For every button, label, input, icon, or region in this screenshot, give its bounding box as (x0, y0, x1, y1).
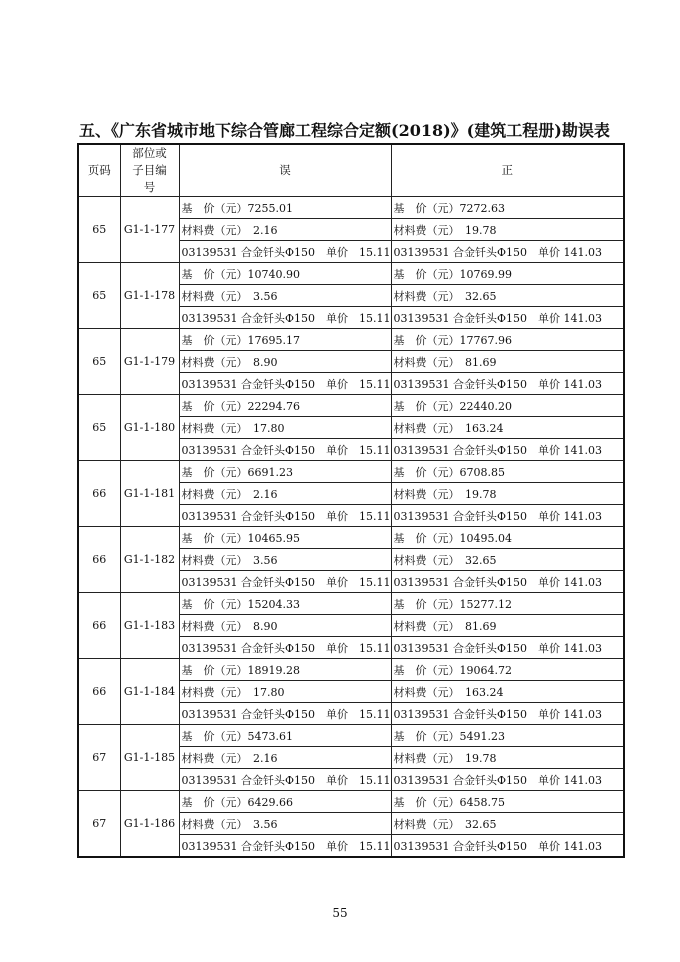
right-line: 基 价（元）10769.99 (391, 263, 624, 285)
wrong-line: 基 价（元）6691.23 (179, 461, 391, 483)
wrong-line: 基 价（元）5473.61 (179, 725, 391, 747)
right-line: 基 价（元）10495.04 (391, 527, 624, 549)
code-cell: G1-1-185 (120, 725, 179, 791)
wrong-line: 材料费（元） 17.80 (179, 681, 391, 703)
wrong-line: 03139531 合金钎头Φ150 单价 15.11 (179, 571, 391, 593)
right-line: 材料费（元） 32.65 (391, 549, 624, 571)
page-cell: 65 (78, 197, 120, 263)
header-wrong: 误 (179, 144, 391, 197)
right-line: 03139531 合金钎头Φ150 单价 141.03 (391, 769, 624, 791)
header-code-label: 部位或子目编号 (132, 146, 167, 194)
wrong-line: 材料费（元） 3.56 (179, 549, 391, 571)
right-line: 基 价（元）19064.72 (391, 659, 624, 681)
wrong-line: 基 价（元）18919.28 (179, 659, 391, 681)
right-line: 材料费（元） 32.65 (391, 285, 624, 307)
right-line: 材料费（元） 81.69 (391, 615, 624, 637)
right-line: 03139531 合金钎头Φ150 单价 141.03 (391, 241, 624, 263)
right-line: 03139531 合金钎头Φ150 单价 141.03 (391, 571, 624, 593)
wrong-line: 材料费（元） 17.80 (179, 417, 391, 439)
code-cell: G1-1-178 (120, 263, 179, 329)
right-line: 03139531 合金钎头Φ150 单价 141.03 (391, 307, 624, 329)
wrong-line: 基 价（元）10740.90 (179, 263, 391, 285)
right-line: 基 价（元）22440.20 (391, 395, 624, 417)
right-line: 材料费（元） 19.78 (391, 747, 624, 769)
wrong-line: 基 价（元）17695.17 (179, 329, 391, 351)
code-cell: G1-1-184 (120, 659, 179, 725)
wrong-line: 材料费（元） 8.90 (179, 351, 391, 373)
header-code (120, 144, 179, 197)
table-row (78, 527, 624, 549)
table-body (78, 197, 624, 858)
wrong-line: 03139531 合金钎头Φ150 单价 15.11 (179, 835, 391, 858)
wrong-line: 基 价（元）15204.33 (179, 593, 391, 615)
wrong-line: 基 价（元）6429.66 (179, 791, 391, 813)
table-row (78, 791, 624, 813)
page-cell: 66 (78, 527, 120, 593)
page-cell: 66 (78, 659, 120, 725)
right-line: 03139531 合金钎头Φ150 单价 141.03 (391, 505, 624, 527)
right-line: 03139531 合金钎头Φ150 单价 141.03 (391, 439, 624, 461)
wrong-line: 03139531 合金钎头Φ150 单价 15.11 (179, 439, 391, 461)
wrong-line: 03139531 合金钎头Φ150 单价 15.11 (179, 703, 391, 725)
header-right: 正 (391, 144, 624, 197)
code-cell: G1-1-181 (120, 461, 179, 527)
code-cell: G1-1-183 (120, 593, 179, 659)
header-page: 页码 (78, 144, 120, 197)
wrong-line: 03139531 合金钎头Φ150 单价 15.11 (179, 505, 391, 527)
page-cell: 67 (78, 791, 120, 858)
table-header-row (78, 144, 624, 197)
wrong-line: 基 价（元）7255.01 (179, 197, 391, 219)
right-line: 基 价（元）17767.96 (391, 329, 624, 351)
page-cell: 65 (78, 395, 120, 461)
table-row (78, 329, 624, 351)
wrong-line: 03139531 合金钎头Φ150 单价 15.11 (179, 241, 391, 263)
wrong-line: 材料费（元） 8.90 (179, 615, 391, 637)
right-line: 基 价（元）6458.75 (391, 791, 624, 813)
right-line: 材料费（元） 163.24 (391, 681, 624, 703)
right-line: 材料费（元） 81.69 (391, 351, 624, 373)
wrong-line: 基 价（元）10465.95 (179, 527, 391, 549)
page-cell: 65 (78, 329, 120, 395)
code-cell: G1-1-186 (120, 791, 179, 858)
errata-table (77, 143, 625, 858)
right-line: 03139531 合金钎头Φ150 单价 141.03 (391, 835, 624, 858)
wrong-line: 材料费（元） 2.16 (179, 219, 391, 241)
table-row (78, 395, 624, 417)
page-number: 55 (332, 906, 348, 920)
wrong-line: 03139531 合金钎头Φ150 单价 15.11 (179, 307, 391, 329)
page-cell: 67 (78, 725, 120, 791)
page-title: 五、《广东省城市地下综合管廊工程综合定额(2018)》(建筑工程册)勘误表 (79, 121, 610, 140)
table-row (78, 593, 624, 615)
code-cell: G1-1-177 (120, 197, 179, 263)
page-cell: 66 (78, 593, 120, 659)
wrong-line: 材料费（元） 2.16 (179, 747, 391, 769)
right-line: 材料费（元） 163.24 (391, 417, 624, 439)
right-line: 基 价（元）15277.12 (391, 593, 624, 615)
wrong-line: 03139531 合金钎头Φ150 单价 15.11 (179, 373, 391, 395)
page-cell: 65 (78, 263, 120, 329)
right-line: 基 价（元）6708.85 (391, 461, 624, 483)
code-cell: G1-1-182 (120, 527, 179, 593)
right-line: 基 价（元）5491.23 (391, 725, 624, 747)
code-cell: G1-1-179 (120, 329, 179, 395)
right-line: 材料费（元） 32.65 (391, 813, 624, 835)
wrong-line: 材料费（元） 3.56 (179, 813, 391, 835)
right-line: 基 价（元）7272.63 (391, 197, 624, 219)
right-line: 材料费（元） 19.78 (391, 483, 624, 505)
right-line: 材料费（元） 19.78 (391, 219, 624, 241)
wrong-line: 03139531 合金钎头Φ150 单价 15.11 (179, 637, 391, 659)
wrong-line: 03139531 合金钎头Φ150 单价 15.11 (179, 769, 391, 791)
table-row (78, 659, 624, 681)
code-cell: G1-1-180 (120, 395, 179, 461)
table-row (78, 725, 624, 747)
wrong-line: 材料费（元） 2.16 (179, 483, 391, 505)
table-row (78, 197, 624, 219)
table-row (78, 263, 624, 285)
page-cell: 66 (78, 461, 120, 527)
right-line: 03139531 合金钎头Φ150 单价 141.03 (391, 703, 624, 725)
wrong-line: 材料费（元） 3.56 (179, 285, 391, 307)
wrong-line: 基 价（元）22294.76 (179, 395, 391, 417)
right-line: 03139531 合金钎头Φ150 单价 141.03 (391, 373, 624, 395)
table-row (78, 461, 624, 483)
right-line: 03139531 合金钎头Φ150 单价 141.03 (391, 637, 624, 659)
